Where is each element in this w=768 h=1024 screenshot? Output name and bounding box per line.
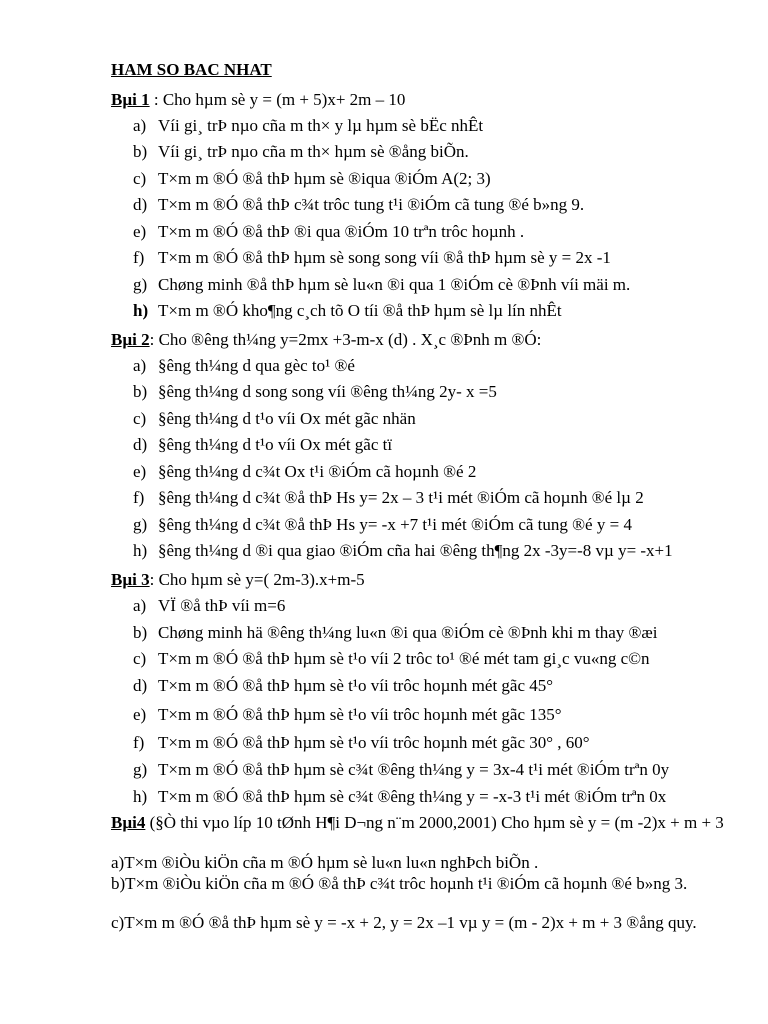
problem-3-item-a: a) VÏ ®å thÞ víi m=6	[133, 596, 286, 615]
problem-3-statement: : Cho hµm sè y=( 2m-3).x+m-5	[149, 570, 365, 589]
problem-1-item-g: g) Chøng minh ®å thÞ hµm sè lu«n ®i qua 1 ®iÓm cè ®Þnh víi mäi m.	[133, 275, 631, 294]
problem-4-item-a: a)T×m ®iÒu kiÖn cña m ®Ó hµm sè lu«n lu«n nghÞch biÕn .	[111, 853, 539, 872]
problem-2-item-b: b) §êng th¼ng d song song víi ®êng th¼ng 2y- x =5	[133, 382, 497, 401]
problem-3-item-h: h) T×m m ®Ó ®å thÞ hµm sè c¾t ®êng th¼ng y = -x-3 t¹i mét ®iÓm trªn 0x	[133, 787, 667, 806]
page-title: HAM SO BAC NHAT	[111, 60, 272, 79]
problem-1-item-f: f) T×m m ®Ó ®å thÞ hµm sè song song víi ®å thÞ hµm sè y = 2x -1	[133, 248, 611, 267]
problem-3-item-b: b) Chøng minh hä ®êng th¼ng lu«n ®i qua ®iÓm cè ®Þnh khi m thay ®æi	[133, 623, 658, 642]
problem-3-item-e: e) T×m m ®Ó ®å thÞ hµm sè t¹o víi trôc hoµnh mét gãc 135°	[133, 705, 562, 724]
problem-3-label: Bµi 3	[111, 570, 150, 589]
problem-1-item-e: e) T×m m ®Ó ®å thÞ ®i qua ®iÓm 10 trªn trôc hoµnh .	[133, 222, 525, 241]
problem-1-statement: : Cho hµm sè y = (m + 5)x+ 2m – 10	[149, 90, 406, 109]
problem-4-statement: (§Ò thi vµo líp 10 tØnh H¶i D¬ng n¨m 2000,2001) Cho hµm sè y = (m -2)x + m + 3	[145, 813, 724, 832]
problem-3-item-c: c) T×m m ®Ó ®å thÞ hµm sè t¹o víi 2 trôc to¹ ®é mét tam gi¸c vu«ng c©n	[133, 649, 650, 668]
problem-1-item-d: d) T×m m ®Ó ®å thÞ c¾t trôc tung t¹i ®iÓm cã tung ®é b»ng 9.	[133, 195, 585, 214]
problem-2-item-c: c) §êng th¼ng d t¹o víi Ox mét gãc nhän	[133, 409, 416, 428]
problem-4-heading	[111, 814, 736, 832]
problem-3-item-g: g) T×m m ®Ó ®å thÞ hµm sè c¾t ®êng th¼ng y = 3x-4 t¹i mét ®iÓm trªn 0y	[133, 760, 670, 779]
problem-4-label: Bµi4	[111, 813, 146, 832]
problem-3-item-d: d) T×m m ®Ó ®å thÞ hµm sè t¹o víi trôc hoµnh mét gãc 45°	[133, 676, 554, 695]
problem-2-label: Bµi 2	[111, 330, 150, 349]
problem-1-heading	[111, 89, 405, 111]
problem-2-heading	[111, 329, 541, 351]
problem-2-item-g: g) §êng th¼ng d c¾t ®å thÞ Hs y= -x +7 t¹i mét ®iÓm cã tung ®é y = 4	[133, 515, 632, 534]
problem-2-item-f: f) §êng th¼ng d c¾t ®å thÞ Hs y= 2x – 3 t¹i mét ®iÓm cã hoµnh ®é lµ 2	[133, 488, 644, 507]
problem-2-item-e: e) §êng th¼ng d c¾t Ox t¹i ®iÓm cã hoµnh ®é 2	[133, 462, 477, 481]
problem-1-item-h: h) T×m m ®Ó kho¶ng c¸ch tõ O tíi ®å thÞ hµm sè lµ lín nhÊt	[133, 301, 562, 320]
problem-1-label: Bµi 1	[111, 90, 150, 109]
problem-4-item-b: b)T×m ®iÒu kiÖn cña m ®Ó ®å thÞ c¾t trôc hoµnh t¹i ®iÓm cã hoµnh ®é b»ng 3.	[111, 874, 688, 893]
problem-2-statement: : Cho ®êng th¼ng y=2mx +3-m-x (d) . X¸c ®Þnh m ®Ó:	[149, 330, 542, 349]
problem-2-item-d: d) §êng th¼ng d t¹o víi Ox mét gãc tï	[133, 435, 393, 454]
problem-3-heading	[111, 569, 365, 591]
problem-2-item-h: h) §êng th¼ng d ®i qua giao ®iÓm cña hai ®êng th¶ng 2x -3y=-8 vµ y= -x+1	[133, 541, 673, 560]
problem-1-item-c: c) T×m m ®Ó ®å thÞ hµm sè ®iqua ®iÓm A(2; 3)	[133, 169, 491, 188]
problem-1-item-b: b) Víi gi¸ trÞ nµo cña m th× hµm sè ®ång biÕn.	[133, 142, 469, 161]
problem-1-item-a: a) Víi gi¸ trÞ nµo cña m th× y lµ hµm sè bËc nhÊt	[133, 116, 484, 135]
problem-4-item-c: c)T×m m ®Ó ®å thÞ hµm sè y = -x + 2, y = 2x –1 vµ y = (m - 2)x + m + 3 ®ång quy.	[111, 913, 697, 932]
problem-3-item-f: f) T×m m ®Ó ®å thÞ hµm sè t¹o víi trôc hoµnh mét gãc 30° , 60°	[133, 733, 590, 752]
problem-2-item-a: a) §êng th¼ng d qua gèc to¹ ®é	[133, 356, 355, 375]
